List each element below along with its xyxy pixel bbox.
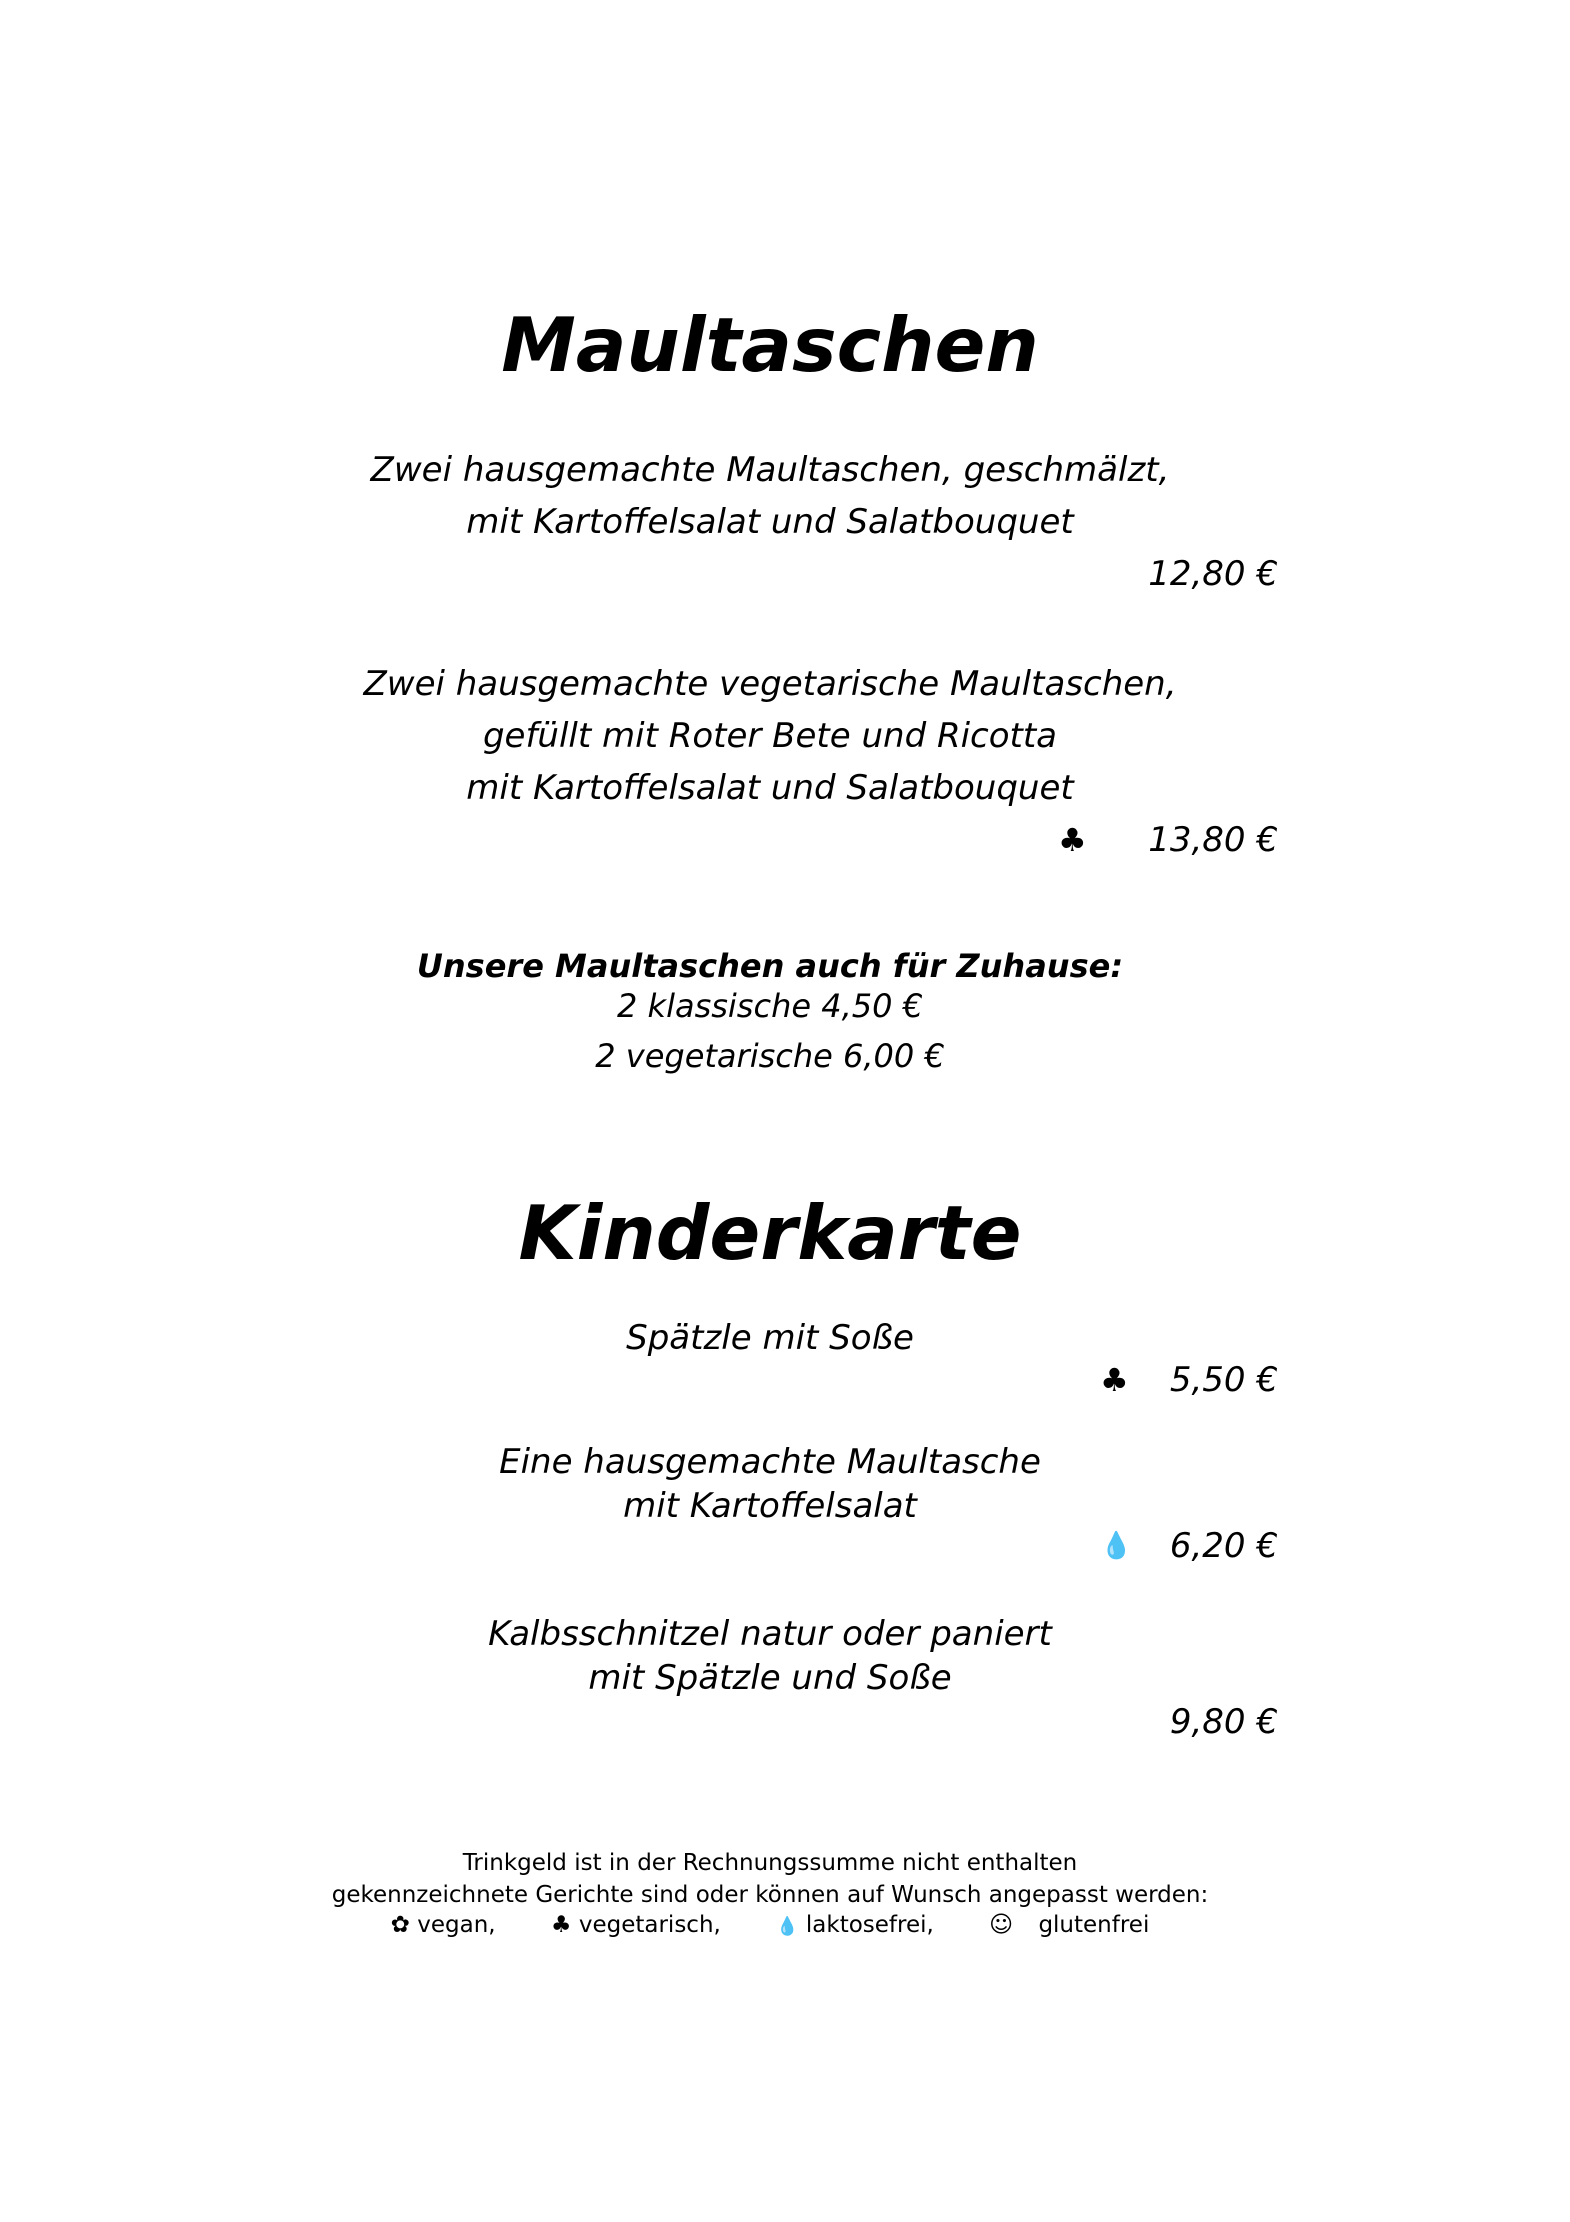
menu-item-price: 6,20 € bbox=[1169, 1526, 1278, 1566]
menu-item-price: 12,80 € bbox=[1148, 554, 1278, 594]
takeaway-line: 2 klassische 4,50 € bbox=[617, 987, 923, 1025]
vegetarian-icon: ♣ bbox=[1100, 1361, 1129, 1399]
dietary-note: gekennzeichnete Gerichte sind oder können auf Wunsch angepasst werden: bbox=[331, 1882, 1209, 1908]
menu-item-price: 5,50 € bbox=[1169, 1360, 1278, 1400]
lactose-free-icon: 💧 bbox=[1100, 1531, 1133, 1561]
vegan-label: vegan, bbox=[417, 1912, 496, 1938]
vegan-icon: ✿ bbox=[390, 1912, 410, 1938]
vegetarian-label: vegetarisch, bbox=[578, 1912, 721, 1938]
tip-note: Trinkgeld ist in der Rechnungssumme nicht enthalten bbox=[462, 1850, 1078, 1876]
takeaway-title: Unsere Maultaschen auch für Zuhause: bbox=[416, 947, 1124, 985]
vegetarian-icon: ♣ bbox=[1058, 821, 1087, 859]
menu-item-description: mit Spätzle und Soße bbox=[588, 1658, 952, 1698]
menu-item-price: 13,80 € bbox=[1148, 820, 1278, 860]
menu-item-description: mit Kartoffelsalat und Salatbouquet bbox=[466, 502, 1074, 542]
dietary-legend bbox=[0, 1910, 1540, 1942]
menu-item-description: mit Kartoffelsalat und Salatbouquet bbox=[466, 768, 1074, 808]
takeaway-line: 2 vegetarische 6,00 € bbox=[595, 1037, 945, 1075]
menu-item-description: Zwei hausgemachte Maultaschen, geschmälzt, bbox=[370, 450, 1170, 490]
menu-item-price: 9,80 € bbox=[1169, 1702, 1278, 1742]
lactose-free-label: laktosefrei, bbox=[805, 1912, 934, 1938]
vegetarian-icon: ♣ bbox=[550, 1912, 572, 1938]
menu-item-description: Eine hausgemachte Maultasche bbox=[499, 1442, 1041, 1482]
heading-maultaschen: Maultaschen bbox=[501, 301, 1039, 389]
lactose-free-icon: 💧 bbox=[776, 1916, 799, 1937]
menu-item-description: gefüllt mit Roter Bete und Ricotta bbox=[482, 716, 1058, 756]
gluten-free-icon: ☺ bbox=[989, 1912, 1014, 1938]
menu-item-description: Kalbsschnitzel natur oder paniert bbox=[488, 1614, 1052, 1654]
menu-item-description: mit Kartoffelsalat bbox=[623, 1486, 917, 1526]
gluten-free-label: glutenfrei bbox=[1038, 1912, 1150, 1938]
menu-item-description: Zwei hausgemachte vegetarische Maultaschen, bbox=[363, 664, 1177, 704]
menu-item-description: Spätzle mit Soße bbox=[626, 1318, 914, 1358]
heading-kinderkarte: Kinderkarte bbox=[518, 1189, 1022, 1277]
